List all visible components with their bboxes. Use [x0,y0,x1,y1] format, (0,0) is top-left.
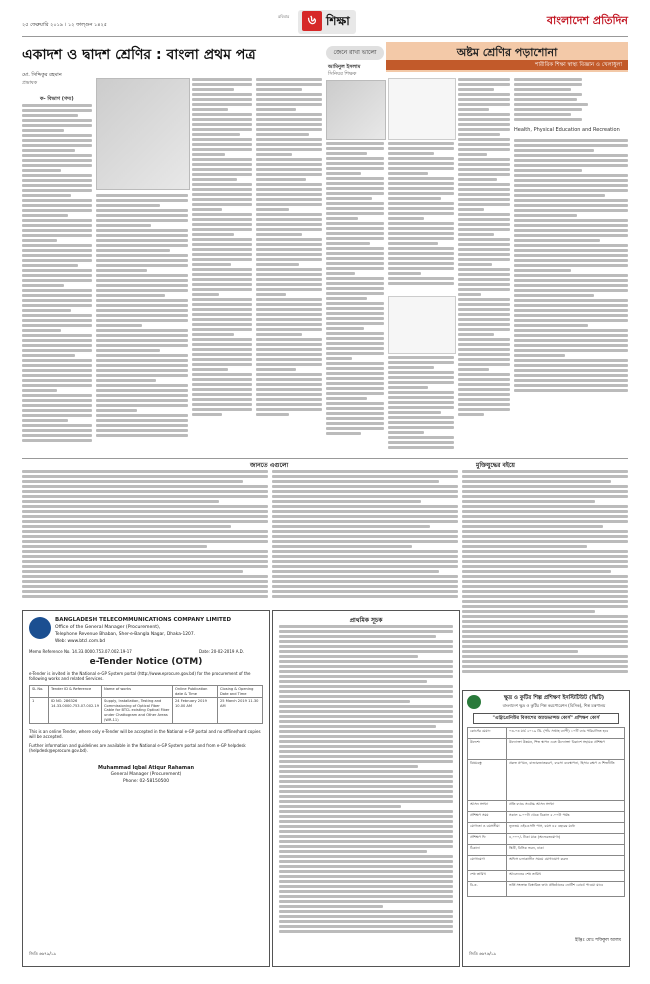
th-sl: SL No. [30,686,49,698]
btcl-office: Office of the General Manager (Procurement), [55,625,161,630]
row-value: ন্যূনতম এইচএসসি পাস, বয়স ৪৫ বছরের মধ্যে [507,823,625,834]
th-closing: Closing & Opening Date and Time [218,686,263,698]
btcl-tender-title: e-Tender Notice (OTM) [89,657,203,667]
row-label: কোর্সের মেয়াদ [468,728,507,739]
table-row [468,739,625,760]
th-tender-id: Tender ID & Reference [49,686,102,698]
tender-id: ID NO. 286326 [51,699,78,704]
btcl-code: জিডি ৬৬৭৯/১৯ [29,951,57,956]
training-org-sub: বাংলাদেশ ক্ষুদ্র ও কুটির শিল্প করপোরেশন (বিসিক), শিল্প মন্ত্রণালয় [502,703,606,708]
training-org: ক্ষুদ্র ও কুটির শিল্প প্রশিক্ষণ ইনস্টিটিউট (স্কিটি) [503,695,605,701]
cell-tender-id [49,698,102,724]
th-works: Name of works [102,686,173,698]
table-row [468,812,625,823]
header-day: রবিবার [278,14,290,19]
tender-ref: 14.33.0000.753.07.002.19 [51,703,100,708]
right-banner-subtitle: শারীরিক শিক্ষা স্বাস্থ্য বিজ্ঞান ও খেলাধুলা [386,60,628,70]
row-label: আসন সংখ্যা [468,801,507,812]
btcl-table-header [30,686,263,698]
article-column-1 [22,104,92,454]
row-value: উদ্যোক্তা উন্নয়ন, শিল্প স্থাপন এবং উদ্যোক্তা বিকাশে সহায়ক প্রশিক্ষণ [507,739,625,760]
mid-headline: জানতে এগুলো [250,462,289,469]
table-row [468,856,625,871]
table-row [468,834,625,845]
table-row [468,882,625,897]
mid-columns-right [462,470,628,686]
row-value: আবেদনের শেষ তারিখ [507,871,625,882]
row-label: যোগ্যতা ও বয়সসীমা [468,823,507,834]
cell-works: Supply, Installation, Testing and Commissioning of Optical Fiber Cable for BTCL existing Optical Fiber under Chattogram and Other Areas (WR-11) [102,698,173,724]
center-column [326,142,384,454]
btcl-tender-table [29,685,263,724]
article-column-4 [256,78,322,454]
row-label: বি.দ্র. [468,882,507,897]
btcl-note-info: Further information and guidelines are available in the National e-GP System portal and from e-GP helpdesk (helpdesk@eprocure.gov.bd). [29,743,246,753]
table-row [468,871,625,882]
btcl-company: BANGLADESH TELECOMMUNICATIONS COMPANY LIMITED [55,617,232,623]
row-label: প্রশিক্ষণ ফি [468,834,507,845]
btcl-signatory: Muhammad Iqbal Atiqur Rahaman [97,765,195,771]
btcl-memo-date: Date: 20-02-2019 A.D. [199,649,244,654]
center-notice-body [279,625,453,961]
newspaper-brand: বাংলাদেশ প্রতিদিন [546,14,628,27]
row-label: শেষ তারিখ [468,871,507,882]
table-row [468,823,625,834]
right-column-1a [388,142,454,292]
right-column-3 [514,78,628,454]
right-banner [386,42,628,72]
training-code: জিডি ৬৬৭৬/১৯ [469,951,497,956]
training-ad [462,690,630,967]
article-column-2 [96,194,188,454]
training-signatory: ইঞ্জিঃ মোঃ শফিকুল আলম [575,938,621,943]
cell-closing: 25 March 2019 11.30 AM [218,698,263,724]
btcl-phone: Phone: 02-58150500 [123,779,169,784]
table-row [30,698,263,724]
right-mid-headline: মুক্তিযুদ্ধের বইয়ে [476,462,515,469]
exercise-sketch [388,296,456,354]
row-value: প্রকল্প প্রণয়ন, বাজারজাতকরণ, ব্যবসা ব্যবস্থাপনা, হিসাব রক্ষণ ও শিল্পনীতি [507,760,625,801]
btcl-note-online: This is an online Tender, where only e-Tender will be accepted in the National e-GP portal and no offline/hard copies will be accepted. [29,729,261,739]
mid-columns-center [272,470,458,606]
cell-publication: 24 February 2019 10.00 AM [173,698,218,724]
btcl-intro: e-Tender is invited in the National e-GP System portal (http://www.eprocure.gov.bd) for the procurement of the following works and related Services. [29,671,251,681]
section-name: শিক্ষা [326,14,350,28]
row-label: প্রশিক্ষণ সময় [468,812,507,823]
options-english: Health, Physical Education and Recreation [514,127,620,133]
th-publication: Online Publication date & Time [173,686,218,698]
row-label: উদ্দেশ্য [468,739,507,760]
btcl-signatory-role: General Manager (Procurement) [110,772,182,777]
article-title: একাদশ ও দ্বাদশ শ্রেণির : বাংলা প্রথম পত্র [22,47,256,63]
row-value: ৪,০০০/- টাকা মাত্র (অফেরতযোগ্য) [507,834,625,845]
article-subhead: ক- বিভাগ (গদ্য) [40,96,74,102]
article-author: মো. সিদ্দিকুর রহমান [22,72,62,78]
header-date [22,22,107,30]
right-banner-title: অষ্টম শ্রেণির পড়াশোনা [456,46,558,59]
header-rule [22,36,628,37]
row-value: স্কিটি, বিসিক ভবন, ঢাকা [507,845,625,856]
page-number: ৬ [302,11,322,31]
cell-sl: 1 [30,698,49,724]
mid-rule [22,458,628,459]
row-value: সকাল ৯.০০টা থেকে বিকাল ৫.০০টা পর্যন্ত [507,812,625,823]
table-row [468,760,625,801]
btcl-logo-icon [29,617,51,639]
course-schedule-table [467,727,625,897]
center-notice [272,610,460,967]
center-author-role: সিনিয়র শিক্ষক [328,71,357,77]
table-row [468,801,625,812]
center-author: আমিনুল ইসলাম [328,64,361,70]
row-value: অফিস চলাকালীন সময়ে যোগাযোগ করুন [507,856,625,871]
section-badge [298,10,356,34]
btcl-web: Web: www.btcl.com.bd [55,639,106,644]
bscic-logo-icon [467,695,481,709]
row-value: ভর্তি সংক্রান্ত বিস্তারিত তথ্য প্রতিষ্ঠানের নোটিশ বোর্ডে পাওয়া যাবে [507,882,625,897]
mid-columns-left [22,470,268,606]
right-column-1b [388,356,454,454]
row-label: যোগাযোগ [468,856,507,871]
table-row [468,728,625,739]
center-notice-title: প্রাথমিক সূচক [349,617,383,624]
row-value: ০৩-০৩ মার্চ ২০১৯ খ্রি. (পাঁচ সপ্তাহ ব্যাপী) ১০টি ব্যাচ পরিচালিত হবে [507,728,625,739]
row-label: ঠিকানা [468,845,507,856]
table-row [468,845,625,856]
btcl-tender-notice [22,610,270,967]
btcl-memo: Memo Reference No. 14.33.0000.753.07.002.19-17 [29,649,132,654]
row-value: প্রতি ব্যাচে সর্বোচ্চ আসন সংখ্যা [507,801,625,812]
tips-pill: জেনে রাখা ভালো [326,46,384,60]
date-text: ২৫ ফেব্রুয়ারি ২০১৯ । ১২ ফাল্গুন ১৪২৫ [22,22,107,28]
course-title: "এন্ট্রাপ্রেনিউর বিকাশের অ্যাডভান্সড কোর্স" প্রশিক্ষণ কোর্স [473,713,619,724]
center-portrait [326,80,386,140]
article-photo [96,78,190,190]
article-column-3 [192,78,252,454]
article-author-role: প্রভাষক [22,80,38,86]
sports-sketch [388,78,456,140]
row-label: বিষয়বস্তু [468,760,507,801]
btcl-address: Telephone Revenue Bhaban, Sher-e-Bangla Nagar, Dhaka-1207. [55,632,196,637]
right-column-2 [458,78,510,454]
